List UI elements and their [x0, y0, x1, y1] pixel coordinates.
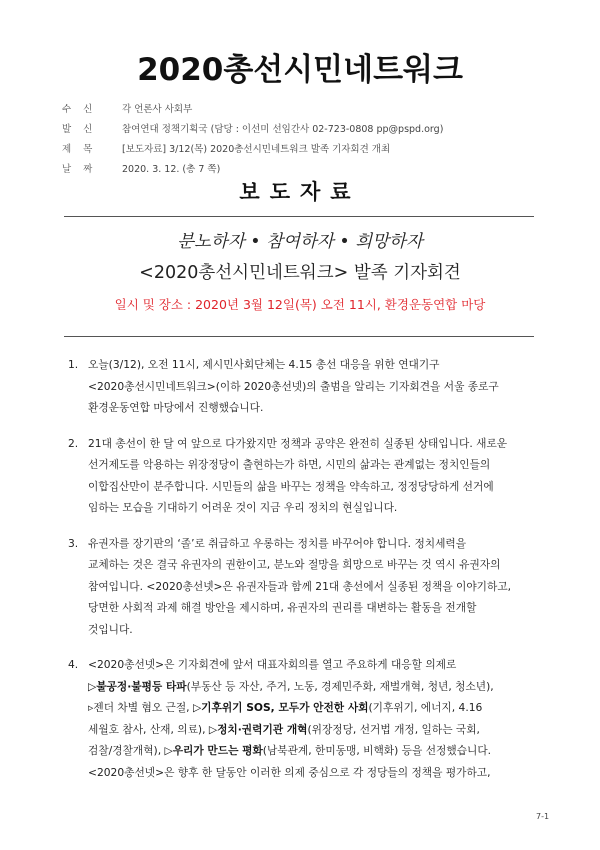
agenda-detail: (남북관계, 한미동맹, 비핵화) 등을 선정했습니다. — [262, 744, 492, 757]
agenda-item-climate: ▷기후위기 SOS, 모두가 안전한 사회 — [192, 701, 369, 714]
paragraph-1 — [68, 354, 546, 419]
paragraph-line — [88, 697, 546, 719]
event-datetime: 일시 및 장소 : 2020년 3월 12일(목) 오전 11시, 환경운동연합 마당 — [114, 297, 486, 312]
paragraph-line: <2020총선넷>은 기자회견에 앞서 대표자회의를 열고 주요하게 대응할 의제로 — [88, 658, 457, 671]
meta-label: 제목 — [62, 144, 105, 155]
paragraph-4 — [68, 654, 546, 783]
agenda-detail: (부동산 등 자산, 주거, 노동, 경제민주화, 재벌개혁, 청년, 청소년), — [186, 679, 494, 693]
meta-row-date — [62, 158, 562, 178]
meta-label: 날짜 — [62, 164, 105, 175]
meta-row-subject — [62, 138, 562, 158]
paragraph-2 — [68, 433, 546, 519]
paragraph-line: 21대 총선이 한 달 여 앞으로 다가왔지만 정책과 공약은 완전히 실종된 상태입니다. 새로운 — [88, 436, 508, 450]
divider-top — [64, 216, 534, 217]
paragraph-number: 4. — [68, 658, 79, 671]
agenda-detail: (기후위기, 에너지, 4.16 — [368, 701, 483, 714]
meta-value: 참여연대 정책기획국 (담당 : 이선미 선임간사 02-723-0808 pp@pspd.org) — [122, 124, 444, 135]
paragraph-line: 교체하는 것은 결국 유권자의 권한이고, 분노와 절망을 희망으로 바꾸는 것 역시 유권자의 — [88, 558, 501, 571]
paragraph-line: 선거제도를 악용하는 위장정당이 출현하는가 하면, 시민의 삶과는 관계없는 정치인들의 — [88, 458, 491, 471]
press-release-title: 보도자료 — [239, 180, 361, 204]
paragraph-line: 환경운동연합 마당에서 진행했습니다. — [88, 401, 264, 414]
meta-label: 발신 — [62, 124, 105, 135]
agenda-item-inequality: ▷불공정·불평등 타파 — [88, 679, 187, 693]
headline-subtitle: <2020총선시민네트워크> 발족 기자회견 — [139, 263, 461, 283]
paragraph-line: 임하는 모습을 기대하기 어려운 것이 지금 우리 정치의 현실입니다. — [88, 501, 398, 514]
paragraph-line — [88, 676, 546, 698]
meta-row-recipient — [62, 98, 562, 118]
meta-value: 각 언론사 사회부 — [122, 104, 193, 115]
page-title: 2020총선시민네트워크 — [137, 52, 463, 88]
paragraph-line: 유권자를 장기판의 ‘졸’로 취급하고 우롱하는 정치를 바꾸어야 합니다. 정치세력을 — [88, 536, 467, 550]
agenda-item-peace: ▷우리가 만드는 평화 — [164, 744, 263, 757]
meta-row-sender — [62, 118, 562, 138]
agenda-detail: 세월호 참사, 산재, 의료), — [88, 722, 209, 736]
meta-label: 수신 — [62, 104, 105, 115]
agenda-item-politics: ▷정치·권력기관 개혁 — [208, 722, 308, 736]
meta-value: [보도자료] 3/12(목) 2020총선시민네트워크 발족 기자회견 개최 — [122, 144, 391, 155]
meta-table — [62, 98, 562, 178]
agenda-detail: (위장정당, 선거법 개정, 일하는 국회, — [307, 722, 480, 736]
paragraph-line: 이합집산만이 분주합니다. 시민들의 삶을 바꾸는 정책을 약속하고, 정정당당하게 선거에 — [88, 479, 494, 493]
agenda-item-gender: ▹젠더 차별 혐오 근절, — [88, 701, 193, 714]
meta-value: 2020. 3. 12. (총 7 쪽) — [122, 164, 221, 175]
paragraph-line: <2020총선시민네트워크>(이하 2020총선넷)의 출범을 알리는 기자회견을 서울 종로구 — [88, 379, 499, 393]
page-number: 7-1 — [536, 812, 550, 821]
paragraph-3 — [68, 533, 546, 641]
agenda-detail: 검찰/경찰개혁), — [88, 744, 165, 757]
paragraph-number: 1. — [68, 358, 79, 371]
press-body — [68, 354, 546, 797]
divider-bottom — [64, 336, 534, 337]
paragraph-number: 3. — [68, 536, 79, 550]
paragraph-line: 것입니다. — [88, 622, 133, 636]
headline-slogan: 분노하자 • 참여하자 • 희망하자 — [177, 232, 423, 252]
paragraph-line — [88, 719, 546, 741]
paragraph-number: 2. — [68, 436, 79, 450]
paragraph-line: 오늘(3/12), 오전 11시, 제시민사회단체는 4.15 총선 대응을 위한 연대기구 — [88, 358, 440, 371]
paragraph-line — [88, 740, 546, 762]
paragraph-line: 참여입니다. <2020총선넷>은 유권자들과 함께 21대 총선에서 실종된 정책을 이야기하고, — [88, 579, 512, 593]
paragraph-line: 당면한 사회적 과제 해결 방안을 제시하며, 유권자의 권리를 대변하는 활동을 전개할 — [88, 601, 477, 614]
paragraph-line: <2020총선넷>은 향후 한 달동안 이러한 의제 중심으로 각 정당들의 정책을 평가하고, — [88, 765, 491, 779]
